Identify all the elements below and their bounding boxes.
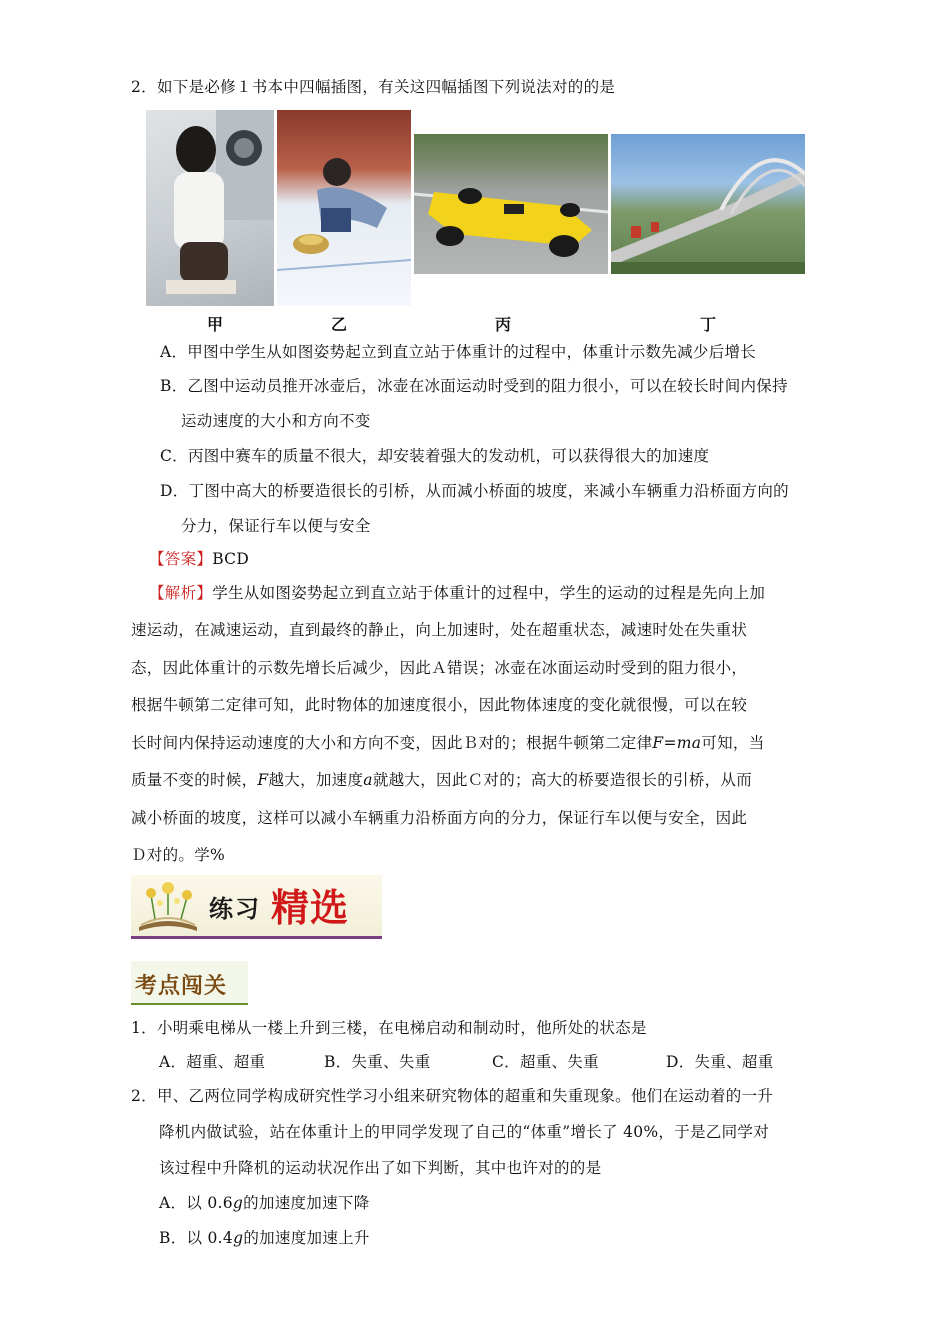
analysis-line-1 — [149, 583, 765, 603]
practice-q2-option-a — [159, 1193, 370, 1213]
practice-q2-line-1: 2．甲、乙两位同学构成研究性学习小组来研究物体的超重和失重现象。他们在运动着的一升 — [131, 1087, 774, 1105]
option-d-line2: 分力，保证行车以便与安全 — [181, 517, 371, 535]
practice-banner-text-1: 练习 — [209, 895, 261, 923]
formula-f: F — [652, 734, 664, 752]
analysis-line-5 — [131, 733, 765, 753]
question-2-stem: 2．如下是必修１书本中四幅插图，有关这四幅插图下列说法对的的是 — [131, 78, 616, 96]
formula-ma: ma — [676, 734, 702, 752]
exam-points-banner — [131, 961, 248, 1005]
variable-f: F — [257, 771, 269, 789]
analysis-text-6a: 质量不变的时候， — [131, 771, 258, 789]
option-b-line1: B．乙图中运动员推开冰壶后，冰壶在冰面运动时受到的阻力很小，可以在较长时间内保持 — [160, 377, 788, 395]
option-d-line1: D．丁图中高大的桥要造很长的引桥，从而减小桥面的坡度，来减小车辆重力沿桥面方向的 — [160, 482, 789, 500]
analysis-line-3: 态，因此体重计的示数先增长后减少，因此Ａ错误；冰壶在冰面运动时受到的阻力很小， — [131, 659, 748, 677]
figure-jia-photo — [146, 110, 274, 306]
practice-q2-option-b-post: 的加速度加速上升 — [243, 1229, 370, 1247]
answer-value: BCD — [212, 550, 250, 568]
figure-bing-photo — [414, 134, 608, 274]
caption-yi: 乙 — [330, 315, 347, 334]
figure-yi-photo — [277, 110, 411, 306]
caption-bing: 丙 — [494, 315, 511, 334]
practice-q1-stem: 1．小明乘电梯从一楼上升到三楼，在电梯启动和制动时，他所处的状态是 — [131, 1019, 647, 1037]
analysis-text-5b: 可知，当 — [701, 734, 765, 752]
option-a: A．甲图中学生从如图姿势起立到直立站于体重计的过程中，体重计示数先减少后增长 — [160, 343, 757, 361]
practice-q2-option-a-pre: A．以 0.6 — [159, 1194, 233, 1212]
option-b-line2: 运动速度的大小和方向不变 — [181, 412, 371, 430]
analysis-text-6c: 就越大，因此Ｃ对的；高大的桥要造很长的引桥，从而 — [372, 771, 753, 789]
practice-banner-text-2: 精选 — [271, 886, 350, 930]
analysis-text-5a: 长时间内保持运动速度的大小和方向不变，因此Ｂ对的；根据牛顿第二定律 — [131, 734, 653, 752]
caption-jia: 甲 — [206, 315, 223, 334]
analysis-text-1: 学生从如图姿势起立到直立站于体重计的过程中，学生的运动的过程是先向上加 — [212, 584, 766, 602]
practice-q2-option-a-post: 的加速度加速下降 — [243, 1194, 370, 1212]
analysis-line-4: 根据牛顿第二定律可知，此时物体的加速度很小，因此物体速度的变化就很慢，可以在较 — [131, 696, 748, 714]
practice-q2-line-2: 降机内做试验，站在体重计上的甲同学发现了自己的“体重”增长了 40%，于是乙同学对 — [159, 1123, 770, 1141]
practice-q1-option-a: A．超重、超重 — [159, 1053, 266, 1071]
answer-line — [149, 549, 249, 569]
practice-q1-option-b: B．失重、失重 — [324, 1053, 431, 1071]
practice-q2-line-3: 该过程中升降机的运动状况作出了如下判断，其中也许对的的是 — [159, 1159, 602, 1177]
formula-equals: = — [663, 734, 677, 752]
analysis-line-2: 速运动，在减速运动，直到最终的静止，向上加速时，处在超重状态，减速时处在失重状 — [131, 621, 748, 639]
practice-q1-option-d: D．失重、超重 — [666, 1053, 774, 1071]
book-flower-icon — [135, 881, 201, 933]
analysis-tag: 【解析】 — [149, 584, 213, 602]
practice-banner — [131, 875, 382, 939]
practice-q2-option-b-pre: B．以 0.4 — [159, 1229, 234, 1247]
analysis-line-7: 减小桥面的坡度，这样可以减小车辆重力沿桥面方向的分力，保证行车以便与安全，因此 — [131, 809, 748, 827]
variable-a: a — [363, 771, 373, 789]
figure-ding-photo — [611, 134, 805, 274]
exam-points-banner-text: 考点闯关 — [135, 974, 228, 999]
caption-ding: 丁 — [699, 315, 716, 334]
answer-tag: 【答案】 — [149, 550, 213, 568]
analysis-line-6 — [131, 770, 752, 790]
option-c: C．丙图中赛车的质量不很大，却安装着强大的发动机，可以获得很大的加速度 — [160, 447, 710, 465]
practice-q2-option-b — [159, 1228, 370, 1248]
practice-q1-option-c: C．超重、失重 — [492, 1053, 599, 1071]
practice-q2-option-b-g: g — [233, 1229, 244, 1247]
analysis-line-8: Ｄ对的。学% — [131, 846, 226, 864]
practice-q2-option-a-g: g — [232, 1194, 244, 1212]
analysis-text-6b: 越大，加速度 — [268, 771, 364, 789]
